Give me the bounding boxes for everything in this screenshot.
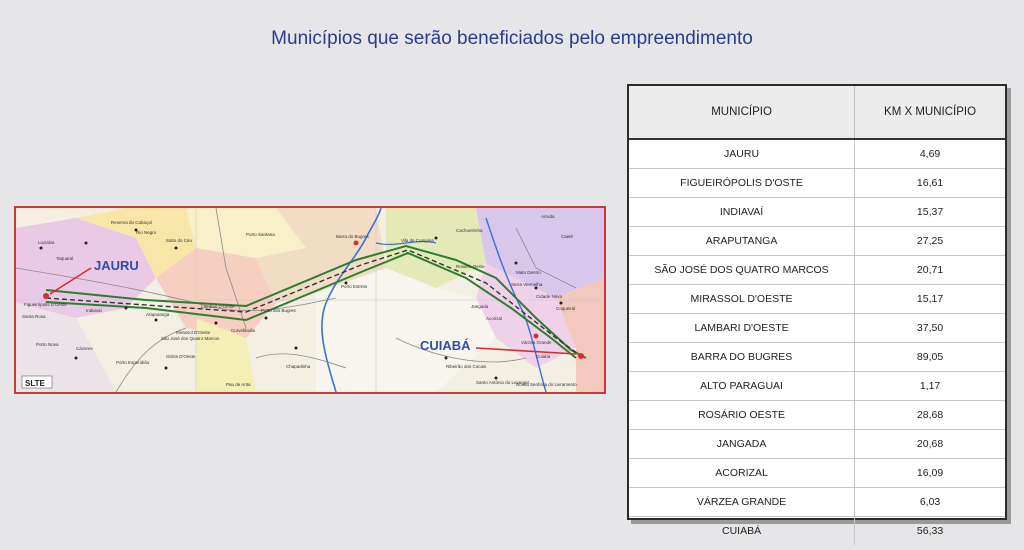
table-row bbox=[629, 256, 1005, 285]
map-place-name: Porto Esperidião bbox=[116, 360, 150, 365]
map-place-name: Caeté bbox=[561, 234, 574, 239]
label-jauru: JAURU bbox=[94, 258, 139, 273]
table-row bbox=[629, 343, 1005, 372]
map-place-name: Ribeirão dos Cocais bbox=[446, 364, 487, 369]
header-municipio: MUNICÍPIO bbox=[629, 86, 855, 139]
map-place-name: Cáceres bbox=[76, 346, 93, 351]
map-place-name: Cidade Nova bbox=[536, 294, 563, 299]
map-place-name: Taquaral bbox=[56, 256, 74, 261]
cell-km: 16,09 bbox=[855, 459, 1005, 488]
map-place-name: Porto dos Bugres bbox=[261, 308, 296, 313]
town-marker-barra bbox=[354, 241, 359, 246]
map-place-name: Figueirópolis D'Oeste bbox=[24, 302, 67, 307]
map-place-name: Cachoeirinha bbox=[456, 228, 483, 233]
cell-municipio: VÁRZEA GRANDE bbox=[629, 488, 855, 517]
map-place-name: Mato Dentro bbox=[516, 270, 541, 275]
cell-km: 28,68 bbox=[855, 401, 1005, 430]
cell-km: 20,71 bbox=[855, 256, 1005, 285]
route-map bbox=[14, 206, 606, 394]
cell-municipio: LAMBARI D'OESTE bbox=[629, 314, 855, 343]
map-place-name: Araputanga bbox=[146, 312, 170, 317]
table-row bbox=[629, 401, 1005, 430]
page-title: Municípios que serão beneficiados pelo empreendimento bbox=[271, 28, 753, 49]
map-place-name: Lucialva bbox=[38, 240, 55, 245]
cell-km: 20,68 bbox=[855, 430, 1005, 459]
table-row bbox=[629, 169, 1005, 198]
substation-jauru bbox=[43, 293, 49, 299]
table-row bbox=[629, 372, 1005, 401]
map-place-name: Arruda bbox=[541, 214, 555, 219]
town-marker-varzea bbox=[534, 334, 539, 339]
cell-km: 37,50 bbox=[855, 314, 1005, 343]
cell-municipio: MIRASSOL D'OESTE bbox=[629, 285, 855, 314]
map-place-name: Lambari D'Oeste bbox=[201, 304, 235, 309]
table-row bbox=[629, 430, 1005, 459]
cell-km: 16,61 bbox=[855, 169, 1005, 198]
map-place-name: Vila de Cumpina bbox=[401, 238, 434, 243]
cell-municipio: ARAPUTANGA bbox=[629, 227, 855, 256]
map-place-name: Acorizal bbox=[486, 316, 503, 321]
map-place-name: Porto Estrela bbox=[341, 284, 368, 289]
map-place-name: Cuiabá bbox=[536, 354, 551, 359]
table-row bbox=[629, 488, 1005, 517]
map-place-name: São José dos Quatro Marcos bbox=[161, 336, 220, 341]
map-place-name: Santo Antônio do Leverger bbox=[476, 380, 530, 385]
table-header-row bbox=[629, 86, 1005, 139]
map-place-name: Serra Vermelha bbox=[511, 282, 543, 287]
route-map-svg bbox=[16, 208, 604, 392]
table-row bbox=[629, 285, 1005, 314]
cell-km: 4,69 bbox=[855, 139, 1005, 169]
cell-municipio: ACORIZAL bbox=[629, 459, 855, 488]
map-place-name: Nossa Senhora do Livramento bbox=[516, 382, 577, 387]
map-place-name: Glória D'Oeste bbox=[166, 354, 196, 359]
map-place-name: Coqueiral bbox=[556, 306, 576, 311]
cell-municipio: BARRA DO BUGRES bbox=[629, 343, 855, 372]
map-place-name: Curvelândia bbox=[231, 328, 256, 333]
logo-text: SLTE bbox=[25, 379, 45, 388]
table-row bbox=[629, 198, 1005, 227]
cell-km: 56,33 bbox=[916, 525, 944, 537]
cell-municipio: JAURU bbox=[629, 139, 855, 169]
cell-km: 89,05 bbox=[855, 343, 1005, 372]
map-place-name: Porto Nova bbox=[36, 342, 59, 347]
cell-km: 15,17 bbox=[855, 285, 1005, 314]
header-km: KM X MUNICÍPIO bbox=[855, 86, 1005, 139]
table-body bbox=[629, 139, 1005, 545]
map-place-name: Jangada bbox=[471, 304, 489, 309]
substation-cuiaba bbox=[578, 353, 584, 359]
cell-km: 6,03 bbox=[855, 488, 1005, 517]
table-row bbox=[629, 139, 1005, 169]
map-place-name: Salto do Céu bbox=[166, 238, 193, 243]
map-place-name: Pau de Anta bbox=[226, 382, 251, 387]
table-row bbox=[629, 314, 1005, 343]
cell-municipio: JANGADA bbox=[629, 430, 855, 459]
map-place-name: Porto Santana bbox=[246, 232, 275, 237]
cell-municipio: FIGUEIRÓPOLIS D'OSTE bbox=[629, 169, 855, 198]
label-cuiaba: CUIABÁ bbox=[420, 338, 471, 353]
map-place-name: Rio Negro bbox=[136, 230, 157, 235]
cell-municipio: INDIAVAÍ bbox=[629, 198, 855, 227]
map-place-name: Mirassol D'Oeste bbox=[176, 330, 211, 335]
cell-km: 15,37 bbox=[855, 198, 1005, 227]
map-place-name: Barra do Bugres bbox=[336, 234, 369, 239]
map-place-name: Várzea Grande bbox=[521, 340, 552, 345]
map-place-name: Santa Rosa bbox=[22, 314, 46, 319]
table-row bbox=[629, 459, 1005, 488]
cell-km: 27,25 bbox=[855, 227, 1005, 256]
municipalities-table-panel bbox=[627, 84, 1007, 537]
map-place-name: Indiavaí bbox=[86, 308, 102, 313]
cell-municipio: CUIABÁ bbox=[629, 517, 855, 546]
municipalities-table bbox=[629, 86, 1005, 545]
table-row bbox=[629, 517, 1005, 546]
map-place-name: Reserva do Cabaçal bbox=[111, 220, 152, 225]
map-place-name: Rosário Oeste bbox=[456, 264, 485, 269]
cell-km: 1,17 bbox=[855, 372, 1005, 401]
cell-municipio: ROSÁRIO OESTE bbox=[629, 401, 855, 430]
cell-municipio: ALTO PARAGUAI bbox=[629, 372, 855, 401]
table-row bbox=[629, 227, 1005, 256]
map-place-name: Chapadinha bbox=[286, 364, 311, 369]
cell-municipio: SÃO JOSÉ DOS QUATRO MARCOS bbox=[629, 256, 855, 285]
